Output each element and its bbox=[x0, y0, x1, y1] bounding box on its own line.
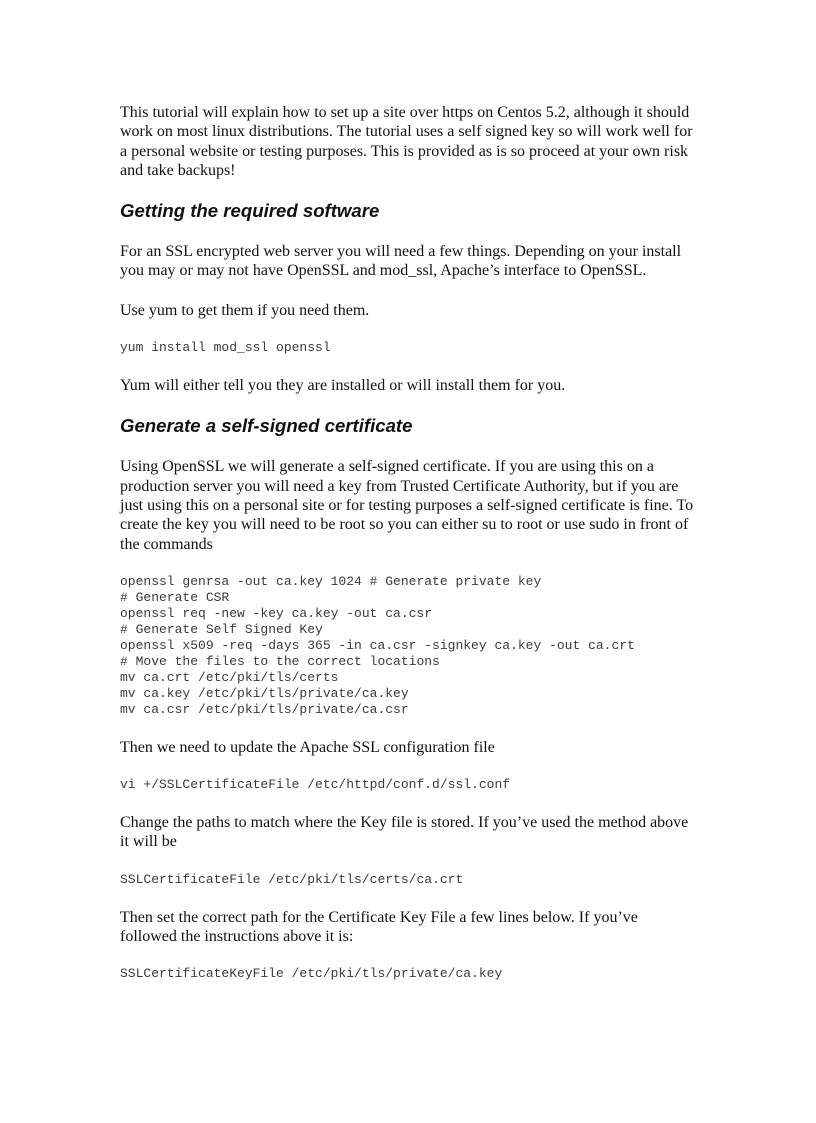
section-heading-self-signed-certificate: Generate a self-signed certificate bbox=[120, 415, 413, 437]
intro-paragraph: This tutorial will explain how to set up a site over https on Centos 5.2, although it should work on most linux distributions. The tutorial uses a self signed key so will work well for a personal website or testing purposes. This is provided as is so proceed at your own risk and take backups! bbox=[120, 104, 693, 179]
section-heading-required-software: Getting the required software bbox=[120, 200, 380, 222]
paragraph-yum-result: Yum will either tell you they are installed or will install them for you. bbox=[120, 377, 566, 395]
paragraph-use-yum: Use yum to get them if you need them. bbox=[120, 301, 370, 319]
code-block-certificate-key-file: SSLCertificateKeyFile /etc/pki/tls/private/ca.key bbox=[120, 966, 503, 982]
paragraph-openssl-intro: Using OpenSSL we will generate a self-signed certificate. If you are using this on a production server you will need a key from Trusted Certificate Authority, but if you are just using this on a personal site or for testing purposes a self-signed certificate is fine. To create the key you will need to be root so you can either su to root or use sudo in front of the commands bbox=[120, 458, 694, 553]
code-block-yum-install: yum install mod_ssl openssl bbox=[120, 340, 331, 356]
document-page bbox=[120, 103, 705, 982]
paragraph-certificate-key-path: Then set the correct path for the Certificate Key File a few lines below. If you’ve followed the instructions above it is: bbox=[120, 908, 638, 946]
code-block-vi-ssl-conf: vi +/SSLCertificateFile /etc/httpd/conf.d/ssl.conf bbox=[120, 777, 511, 793]
code-block-certificate-file: SSLCertificateFile /etc/pki/tls/certs/ca.crt bbox=[120, 871, 464, 887]
paragraph-ssl-requirements: For an SSL encrypted web server you will need a few things. Depending on your install you may or may not have OpenSSL and mod_ssl, Apache’s interface to OpenSSL. bbox=[120, 243, 682, 280]
code-block-openssl-commands: openssl genrsa -out ca.key 1024 # Generate private key # Generate CSR openssl req -new -key ca.key -out ca.csr # Generate Self Signed Key openssl x509 -req -days 365 -in ca.csr -signkey ca.key -out ca.crt # Move the files to the correct locations mv ca.crt /etc/pki/tls/certs mv ca.key /etc/pki/tls/private/ca.key mv ca.csr /etc/pki/tls/private/ca.csr bbox=[120, 573, 635, 717]
paragraph-change-paths: Change the paths to match where the Key file is stored. If you’ve used the method above it will be bbox=[120, 814, 689, 851]
paragraph-update-apache-config: Then we need to update the Apache SSL configuration file bbox=[120, 738, 495, 756]
